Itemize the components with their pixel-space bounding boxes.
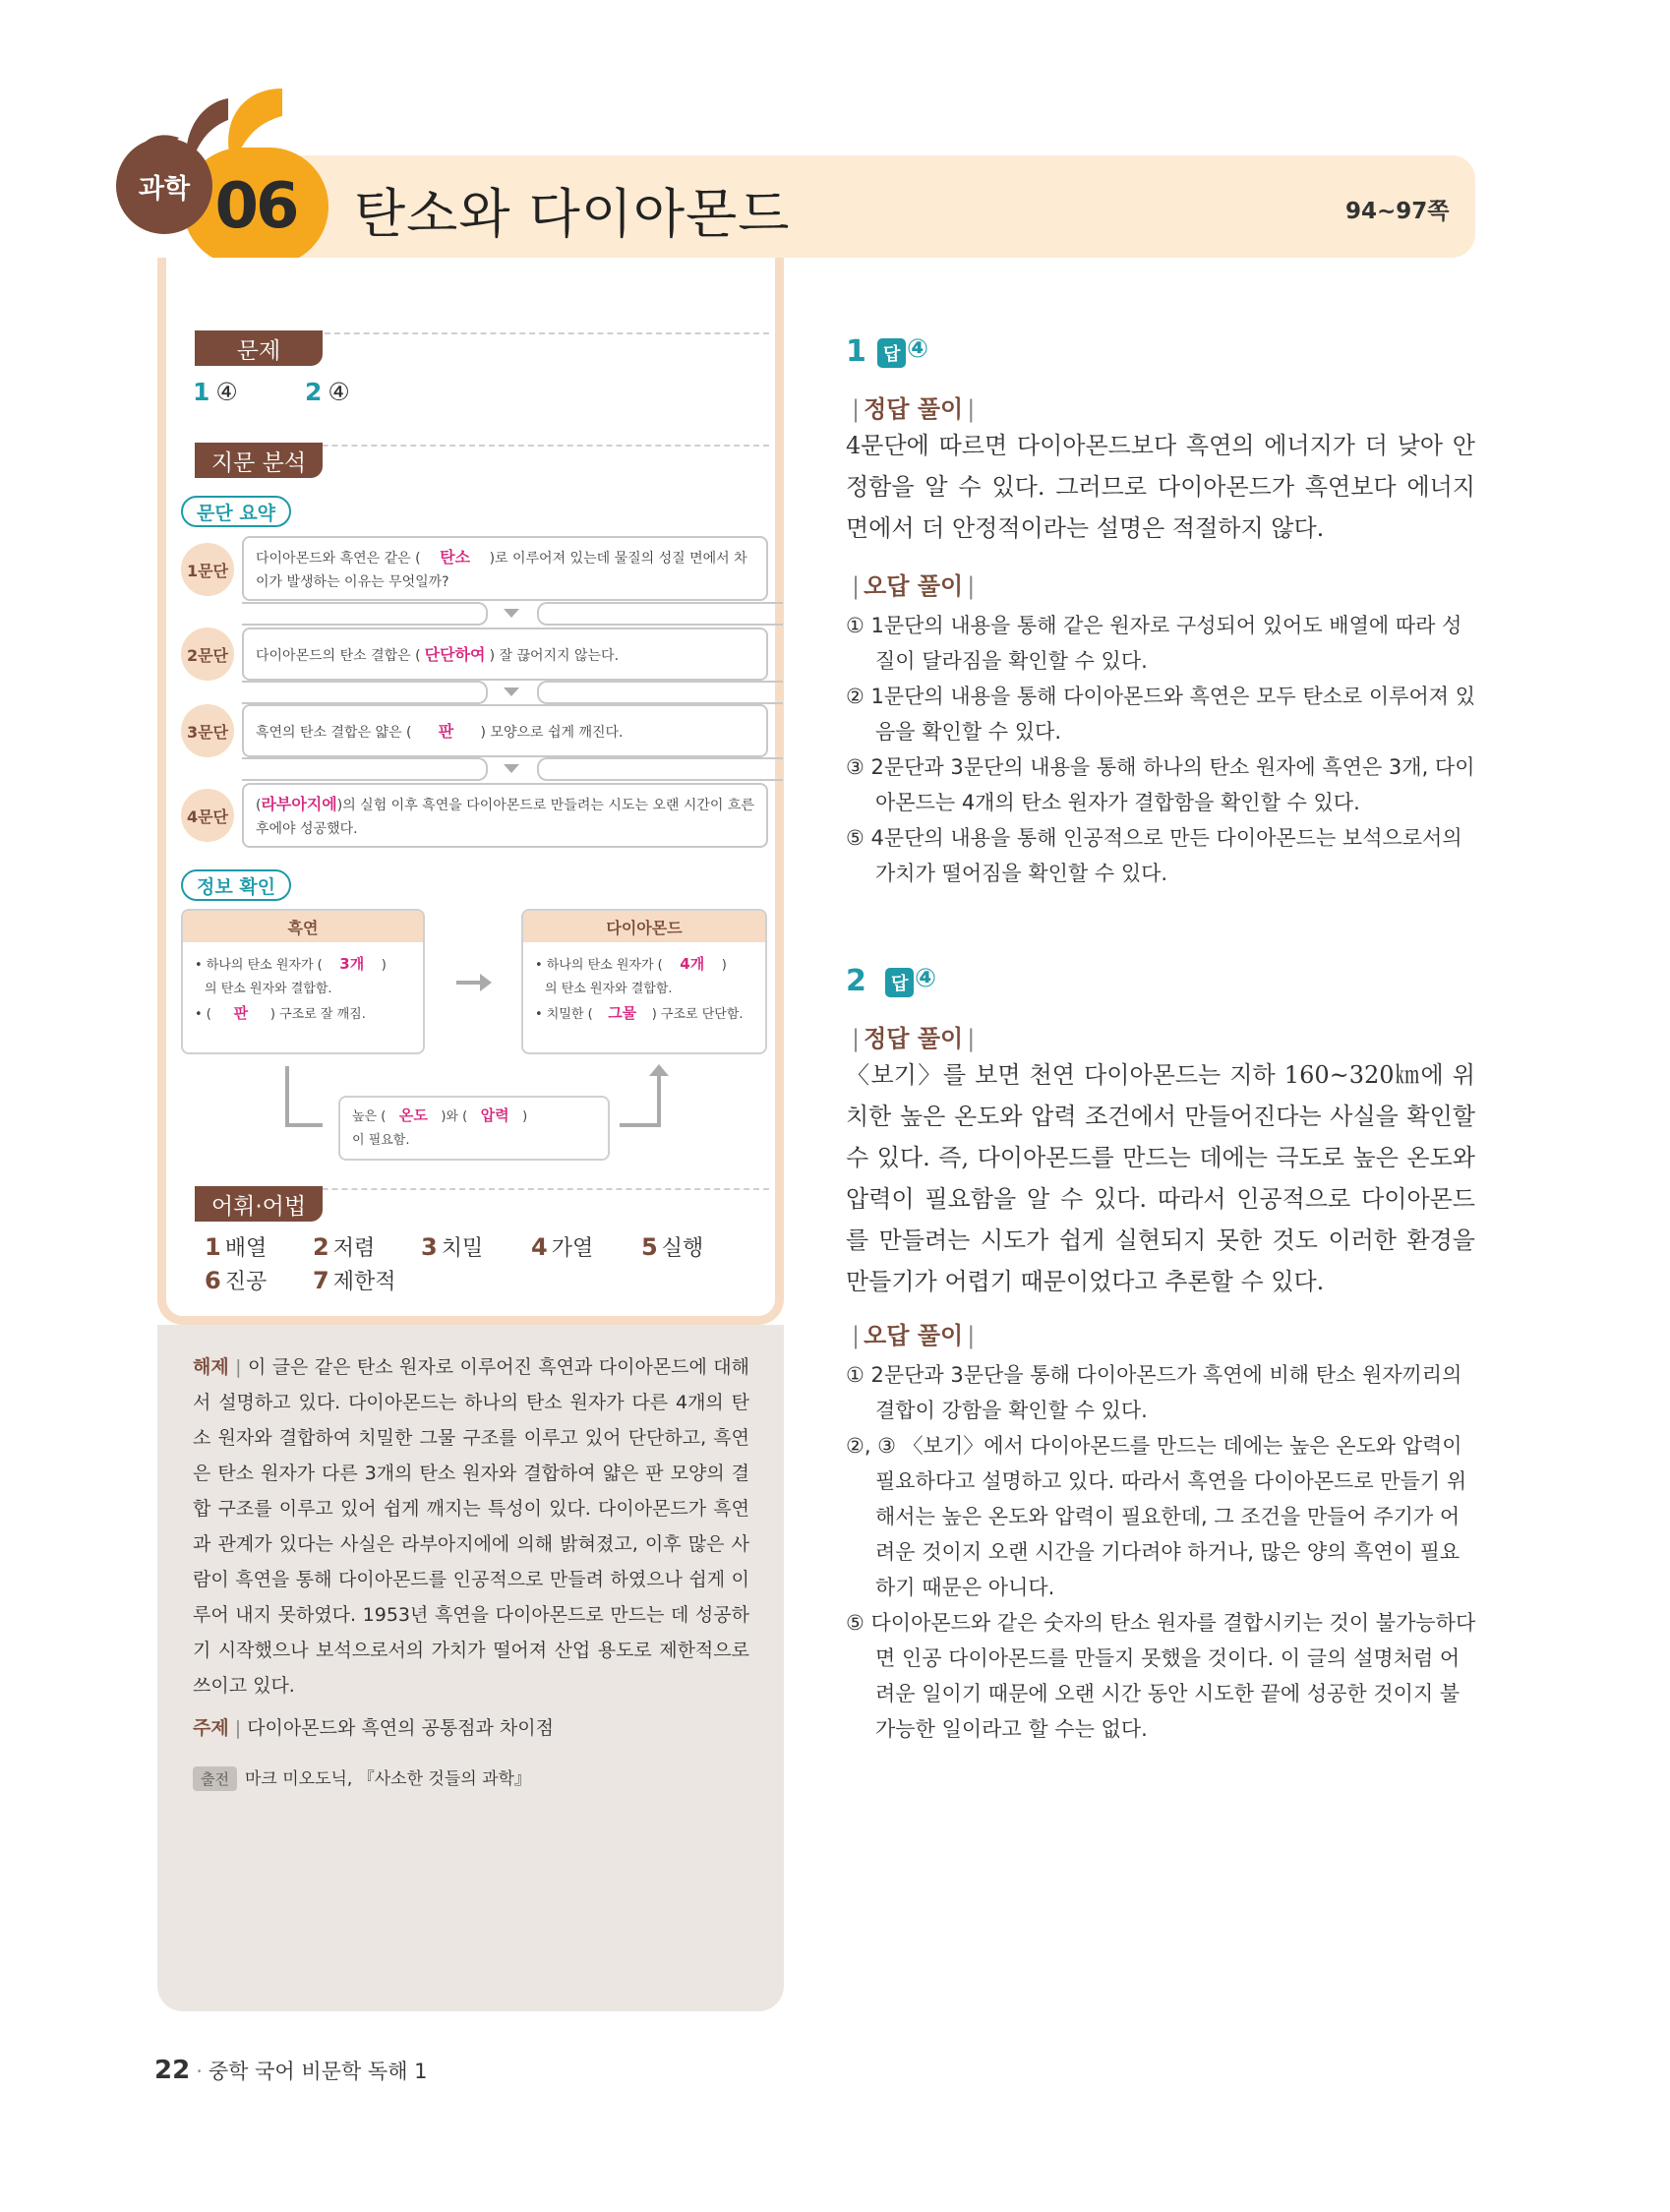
down-arrow-icon — [504, 688, 519, 696]
correct-heading: | 정답 풀이 | — [852, 395, 976, 423]
wrong-explanation-list — [846, 608, 1479, 891]
wrong-item: ②, ③ 〈보기〉에서 다이아몬드를 만드는 데에는 높은 온도와 압력이 필요하다고 설명하고 있다. 따라서 흑연을 다이아몬드로 만들기 위해서는 높은 온도와 압력이 필요한데, 그 조건을 만들어 주기가 어려운 것이지 오랜 시간을 기다려야 하거나, 많은 양의 흑연이 필요하기 때문은 아니다. — [846, 1434, 1467, 1599]
correct-explanation: 〈보기〉를 보면 천연 다이아몬드는 지하 160~320㎞에 위치한 높은 온도와 압력 조건에서 만들어진다는 사실을 확인할 수 있다. 즉, 다이아몬드를 만드는 데에는 극도로 높은 온도와 압력이 필요함을 알 수 있다. 따라서 인공적으로 다이아몬드를 만들려는 시도가 쉽게 실현되지 못한 것도 이러한 환경을 만들기가 어렵기 때문이었다고 추론할 수 있다. — [846, 1061, 1475, 1295]
lesson-number: 06 — [214, 170, 297, 243]
paragraph-label: 4문단 — [181, 789, 234, 842]
vocab-item: 1 배열 — [205, 1233, 268, 1261]
down-arrow-icon — [504, 609, 519, 618]
graphite-heading: 흑연 — [183, 911, 423, 942]
wrong-explanation-list — [846, 1357, 1479, 1747]
condition-box: 높은 ( 온도 )와 ( 압력 ) 이 필요함. — [338, 1096, 610, 1161]
source-tag: 출전 — [193, 1766, 237, 1791]
book-title: 중학 국어 비문학 독해 1 — [208, 2060, 428, 2083]
source-line: 출전 마크 미오도닉, 『사소한 것들의 과학』 — [193, 1764, 531, 1791]
correct-explanation: 4문단에 따르면 다이아몬드보다 흑연의 에너지가 더 낮아 안정함을 알 수 있다. 그러므로 다이아몬드가 흑연보다 에너지 면에서 더 안정적이라는 설명은 적절하지 않다. — [846, 432, 1475, 542]
summary-pill: 문단 요약 — [181, 496, 291, 527]
answer-badge: 답 — [885, 968, 914, 997]
problem-answer-1: 1 ④ — [193, 378, 238, 406]
vocab-tab: 어휘·어법 — [195, 1186, 323, 1222]
wrong-item: ③ 2문단과 3문단의 내용을 통해 하나의 탄소 원자에 흑연은 3개, 다이아몬드는 4개의 탄소 원자가 결합함을 확인할 수 있다. — [846, 755, 1475, 814]
wrong-heading: | 오답 풀이 | — [852, 1322, 976, 1349]
graphite-box — [181, 909, 425, 1054]
page-title: 탄소와 다이아몬드 — [354, 183, 791, 245]
answer-badge: 답 — [877, 338, 906, 368]
answer-value: ④ — [915, 964, 937, 993]
page-footer: 22 · 중학 국어 비문학 독해 1 — [154, 2056, 428, 2085]
divider — [325, 332, 769, 334]
paragraph-label: 3문단 — [181, 704, 234, 757]
vocab-item: 5 실행 — [641, 1233, 704, 1261]
paragraph-label: 2문단 — [181, 628, 234, 681]
graphite-body: • 하나의 탄소 원자가 ( 3개 ) 의 탄소 원자와 결합함. • ( 판 ) 구조로 잘 깨짐. — [195, 955, 387, 1022]
wrong-item: ① 2문단과 3문단을 통해 다이아몬드가 흑연에 비해 탄소 원자끼리의 결합이 강함을 확인할 수 있다. — [846, 1363, 1462, 1422]
wrong-item: ⑤ 다이아몬드와 같은 숫자의 탄소 원자를 결합시키는 것이 불가능하다면 인공 다이아몬드를 만들지 못했을 것이다. 이 글의 설명처럼 어려운 일이기 때문에 오랜 시간 동안 시도한 끝에 성공한 것이지 불가능한 일이라고 할 수는 없다. — [846, 1611, 1476, 1741]
question-number: 2 — [846, 964, 866, 998]
diamond-heading: 다이아몬드 — [523, 911, 765, 942]
connector — [242, 681, 783, 704]
wrong-item: ⑤ 4문단의 내용을 통해 인공적으로 만든 다이아몬드는 보석으로서의 가치가 떨어짐을 확인할 수 있다. — [846, 826, 1462, 885]
theme-line: 주제 | 다이아몬드와 흑연의 공통점과 차이점 — [193, 1717, 554, 1739]
right-arrow-icon — [454, 968, 494, 997]
page-range: 94~97쪽 — [1345, 199, 1450, 224]
wrong-item: ② 1문단의 내용을 통해 다이아몬드와 흑연은 모두 탄소로 이루어져 있음을 확인할 수 있다. — [846, 685, 1475, 744]
problems-tab: 문제 — [195, 330, 323, 366]
answer-value: ④ — [907, 334, 929, 364]
paragraph-summary: 다이아몬드와 흑연은 같은 ( 탄소 )로 이루어져 있는데 물질의 성질 면에서 차이가 발생하는 이유는 무엇일까? — [242, 536, 768, 601]
down-arrow-icon — [504, 764, 519, 773]
page-number: 22 — [154, 2056, 191, 2085]
vocab-item: 6 진공 — [205, 1267, 268, 1294]
vocab-item: 7 제한적 — [313, 1267, 396, 1294]
paragraph-summary: (라부아지에)의 실험 이후 흑연을 다이아몬드로 만들려는 시도는 오랜 시간이 흐른 후에야 성공했다. — [242, 783, 768, 848]
wrong-item: ① 1문단의 내용을 통해 같은 원자로 구성되어 있어도 배열에 따라 성질이 달라짐을 확인할 수 있다. — [846, 614, 1462, 673]
paragraph-label: 1문단 — [181, 543, 234, 596]
connector — [242, 602, 783, 626]
problem-answer-2: 2 ④ — [305, 378, 350, 406]
info-check-pill: 정보 확인 — [181, 869, 291, 901]
connector — [242, 757, 783, 781]
analysis-tab: 지문 분석 — [195, 443, 323, 478]
vocab-item: 4 가열 — [531, 1233, 594, 1261]
diamond-body: • 하나의 탄소 원자가 ( 4개 ) 의 탄소 원자와 결합함. • 치밀한 ( 그물 ) 구조로 단단함. — [535, 955, 744, 1022]
diamond-box — [521, 909, 767, 1054]
haeje-text: 해제 | 이 글은 같은 탄소 원자로 이루어진 흑연과 다이아몬드에 대해서 설명하고 있다. 다이아몬드는 하나의 탄소 원자가 다른 4개의 탄소 원자와 결합하여 치밀한 그물 구조를 이루고 있어 단단하고, 흑연은 탄소 원자가 다른 3개의 탄소 원자와 결합하여 얇은 판 모양의 결합 구조를 이루고 있어 쉽게 깨지는 특성이 있다. 다이아몬드가 흑연과 관계가 있다는 사실은 라부아지에에 의해 밝혀졌고, 이후 많은 사람이 흑연을 통해 다이아몬드를 인공적으로 만들려 하였으나 쉽게 이루어 내지 못하였다. 1953년 흑연을 다이아몬드로 만드는 데 성공하기 시작했으나 보석으로서의 가치가 떨어져 산업 용도로 제한적으로 쓰이고 있다. — [193, 1356, 750, 1697]
paragraph-summary: 흑연의 탄소 결합은 얇은 ( 판 ) 모양으로 쉽게 깨진다. — [242, 704, 768, 757]
vocab-item: 2 저렴 — [313, 1233, 376, 1261]
paragraph-summary: 다이아몬드의 탄소 결합은 ( 단단하여 ) 잘 끊어지지 않는다. — [242, 628, 768, 681]
vocab-item: 3 치밀 — [421, 1233, 484, 1261]
question-number: 1 — [846, 334, 866, 369]
correct-heading: | 정답 풀이 | — [852, 1025, 976, 1052]
subject-badge: 과학 — [116, 138, 212, 234]
wrong-heading: | 오답 풀이 | — [852, 572, 976, 600]
